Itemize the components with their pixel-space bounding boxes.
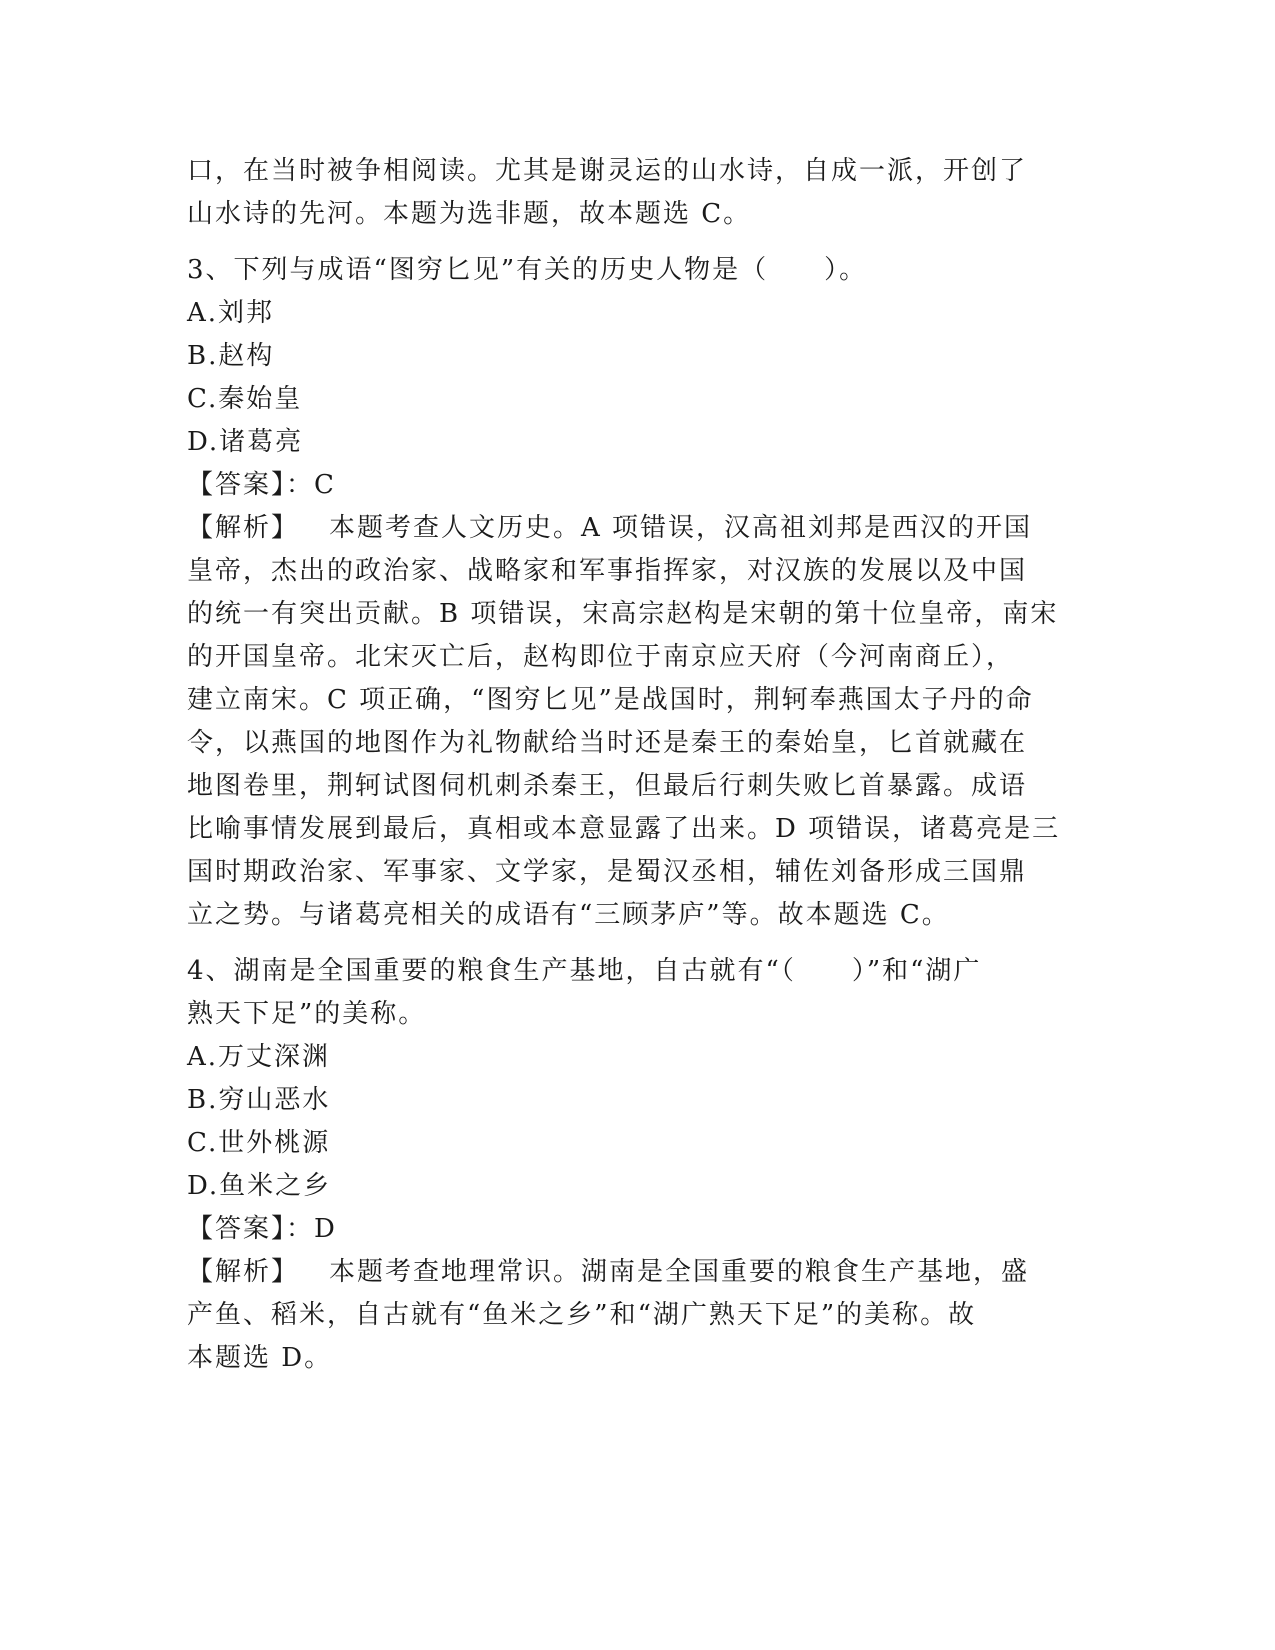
analysis-text: 本题考查人文历史。A 项错误，汉高祖刘邦是西汉的开国 — [329, 513, 1033, 543]
analysis-line: 皇帝，杰出的政治家、战略家和军事指挥家，对汉族的发展以及中国 — [187, 556, 1028, 586]
answer-line — [187, 1208, 1087, 1251]
analysis-first-line — [187, 507, 1087, 550]
option-a: A.万丈深渊 — [187, 1042, 331, 1072]
option-d: D.诸葛亮 — [187, 427, 304, 457]
analysis-line: 地图卷里，荆轲试图伺机刺杀秦王，但最后行刺失败匕首暴露。成语 — [187, 771, 1028, 801]
analysis-first-line — [187, 1251, 1087, 1294]
analysis-label: 【解析】 — [187, 1257, 300, 1287]
answer-line — [187, 464, 1087, 507]
analysis-line: 建立南宋。C 项正确，“图穷匕见”是战国时，荆轲奉燕国太子丹的命 — [187, 685, 1034, 715]
analysis-line: 本题选 D。 — [187, 1343, 333, 1373]
analysis-line: 立之势。与诸葛亮相关的成语有“三顾茅庐”等。故本题选 C。 — [187, 900, 950, 930]
option-c: C.秦始皇 — [187, 384, 303, 414]
answer-value: C — [314, 470, 336, 500]
answer-label: 【答案】： — [187, 470, 315, 500]
analysis-line: 的开国皇帝。北宋灭亡后，赵构即位于南京应天府（今河南商丘）， — [187, 642, 1015, 672]
analysis-line: 产鱼、稻米，自古就有“鱼米之乡”和“湖广熟天下足”的美称。故 — [187, 1300, 977, 1330]
text-line: 山水诗的先河。本题为选非题，故本题选 C。 — [187, 199, 752, 229]
analysis-line: 的统一有突出贡献。B 项错误，宋高宗赵构是宋朝的第十位皇帝，南宋 — [187, 599, 1059, 629]
option-c: C.世外桃源 — [187, 1128, 331, 1158]
question-stem: 4、湖南是全国重要的粮食生产基地，自古就有“（ ）”和“湖广 — [187, 956, 982, 986]
question-3 — [187, 249, 1087, 937]
analysis-text: 本题考查地理常识。湖南是全国重要的粮食生产基地，盛 — [329, 1257, 1030, 1287]
question-4 — [187, 950, 1087, 1380]
answer-value: D — [314, 1214, 337, 1244]
option-b: B.赵构 — [187, 341, 275, 371]
document-page — [187, 150, 1087, 1380]
analysis-line: 比喻事情发展到最后，真相或本意显露了出来。D 项错误，诸葛亮是三 — [187, 814, 1061, 844]
option-a: A.刘邦 — [187, 298, 275, 328]
option-b: B.穷山恶水 — [187, 1085, 331, 1115]
previous-analysis-continuation — [187, 150, 1087, 236]
analysis-line: 令，以燕国的地图作为礼物献给当时还是秦王的秦始皇，匕首就藏在 — [187, 728, 1028, 758]
analysis-line: 国时期政治家、军事家、文学家，是蜀汉丞相，辅佐刘备形成三国鼎 — [187, 857, 1028, 887]
text-line: 口，在当时被争相阅读。尤其是谢灵运的山水诗，自成一派，开创了 — [187, 156, 1028, 186]
answer-label: 【答案】： — [187, 1214, 315, 1244]
option-d: D.鱼米之乡 — [187, 1171, 332, 1201]
analysis-label: 【解析】 — [187, 513, 300, 543]
question-stem: 熟天下足”的美称。 — [187, 999, 427, 1029]
question-stem: 3、下列与成语“图穷匕见”有关的历史人物是（ ）。 — [187, 255, 868, 285]
